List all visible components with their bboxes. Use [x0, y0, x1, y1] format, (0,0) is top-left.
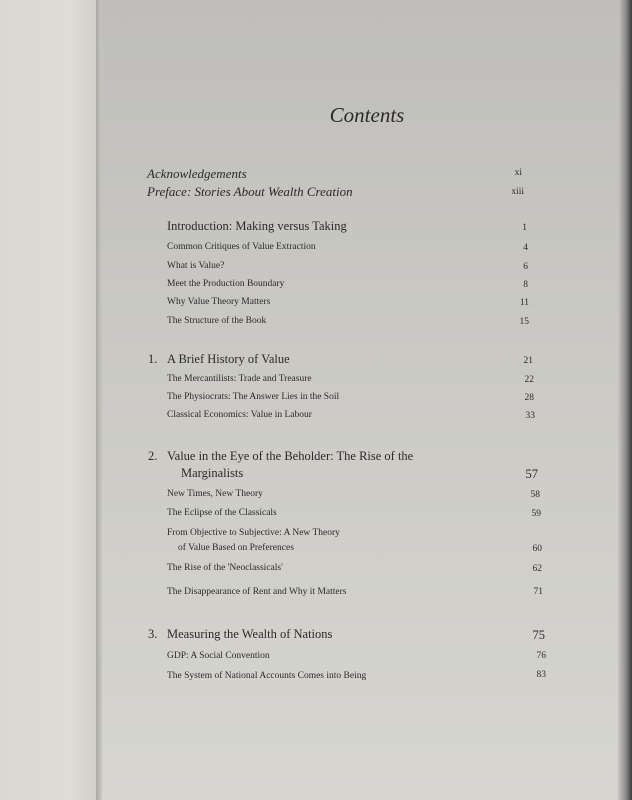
toc-chapter-page: 57	[525, 467, 538, 481]
toc-section-page: 6	[523, 262, 528, 272]
toc-section: The Mercantilists: Trade and Treasure	[167, 374, 312, 384]
toc-section-page: 71	[533, 587, 543, 597]
toc-entry-preface: Preface: Stories About Wealth Creation	[147, 184, 353, 199]
toc-section: The Physiocrats: The Answer Lies in the Soil	[167, 392, 340, 402]
toc-page-acknowledgements: xi	[514, 168, 522, 178]
toc-chapter-page: 21	[523, 356, 533, 366]
toc-section-page: 15	[519, 317, 529, 327]
toc-section: The Structure of the Book	[167, 316, 267, 326]
toc-chapter-title: Measuring the Wealth of Nations	[167, 627, 333, 641]
toc-section: Common Critiques of Value Extraction	[167, 242, 316, 252]
toc-section-page: 8	[523, 280, 528, 290]
toc-section: GDP: A Social Convention	[167, 651, 270, 661]
toc-section-page: 11	[519, 298, 529, 308]
toc-section-page: 28	[524, 393, 534, 403]
toc-section: The Rise of the 'Neoclassicals'	[167, 563, 283, 573]
toc-entry-acknowledgements: Acknowledgements	[147, 166, 247, 181]
toc-chapter-number: 3.	[148, 627, 158, 641]
toc-chapter-number: 1.	[148, 352, 158, 366]
toc-section-page: 76	[536, 651, 546, 661]
toc-section: Classical Economics: Value in Labour	[167, 410, 312, 420]
toc-page-preface: xiii	[511, 187, 524, 197]
toc-section-page: 62	[532, 564, 542, 574]
toc-section-page: 58	[530, 490, 540, 500]
toc-section: Meet the Production Boundary	[167, 279, 285, 289]
toc-section: The System of National Accounts Comes into Being	[167, 671, 367, 681]
toc-section-page: 33	[525, 411, 535, 421]
toc-chapter-number: 2.	[148, 449, 158, 463]
toc-section: New Times, New Theory	[167, 489, 263, 499]
toc-section: The Eclipse of the Classicals	[167, 508, 277, 518]
toc-section: What is Value?	[167, 261, 225, 271]
toc-section: From Objective to Subjective: A New Theory	[167, 528, 340, 538]
toc-section-page: 4	[523, 243, 528, 253]
toc-chapter-title: A Brief History of Value	[167, 352, 290, 366]
page-title: Contents	[329, 103, 405, 127]
toc-section-page: 60	[532, 544, 542, 554]
toc-introduction-title: Introduction: Making versus Taking	[167, 219, 347, 233]
toc-section: Why Value Theory Matters	[167, 297, 271, 307]
toc-section: The Disappearance of Rent and Why it Matters	[167, 587, 347, 597]
left-page	[0, 0, 100, 800]
toc-chapter-title: Value in the Eye of the Beholder: The Rise of the	[167, 449, 414, 463]
toc-section-page: 22	[524, 375, 534, 385]
toc-chapter-page: 75	[532, 628, 545, 642]
toc-section-page: 59	[531, 509, 541, 519]
toc-introduction-page: 1	[522, 223, 527, 233]
toc-section-page: 83	[536, 670, 546, 680]
toc-chapter-title-cont: Marginalists	[181, 466, 244, 480]
toc-section-cont: of Value Based on Preferences	[178, 543, 294, 553]
